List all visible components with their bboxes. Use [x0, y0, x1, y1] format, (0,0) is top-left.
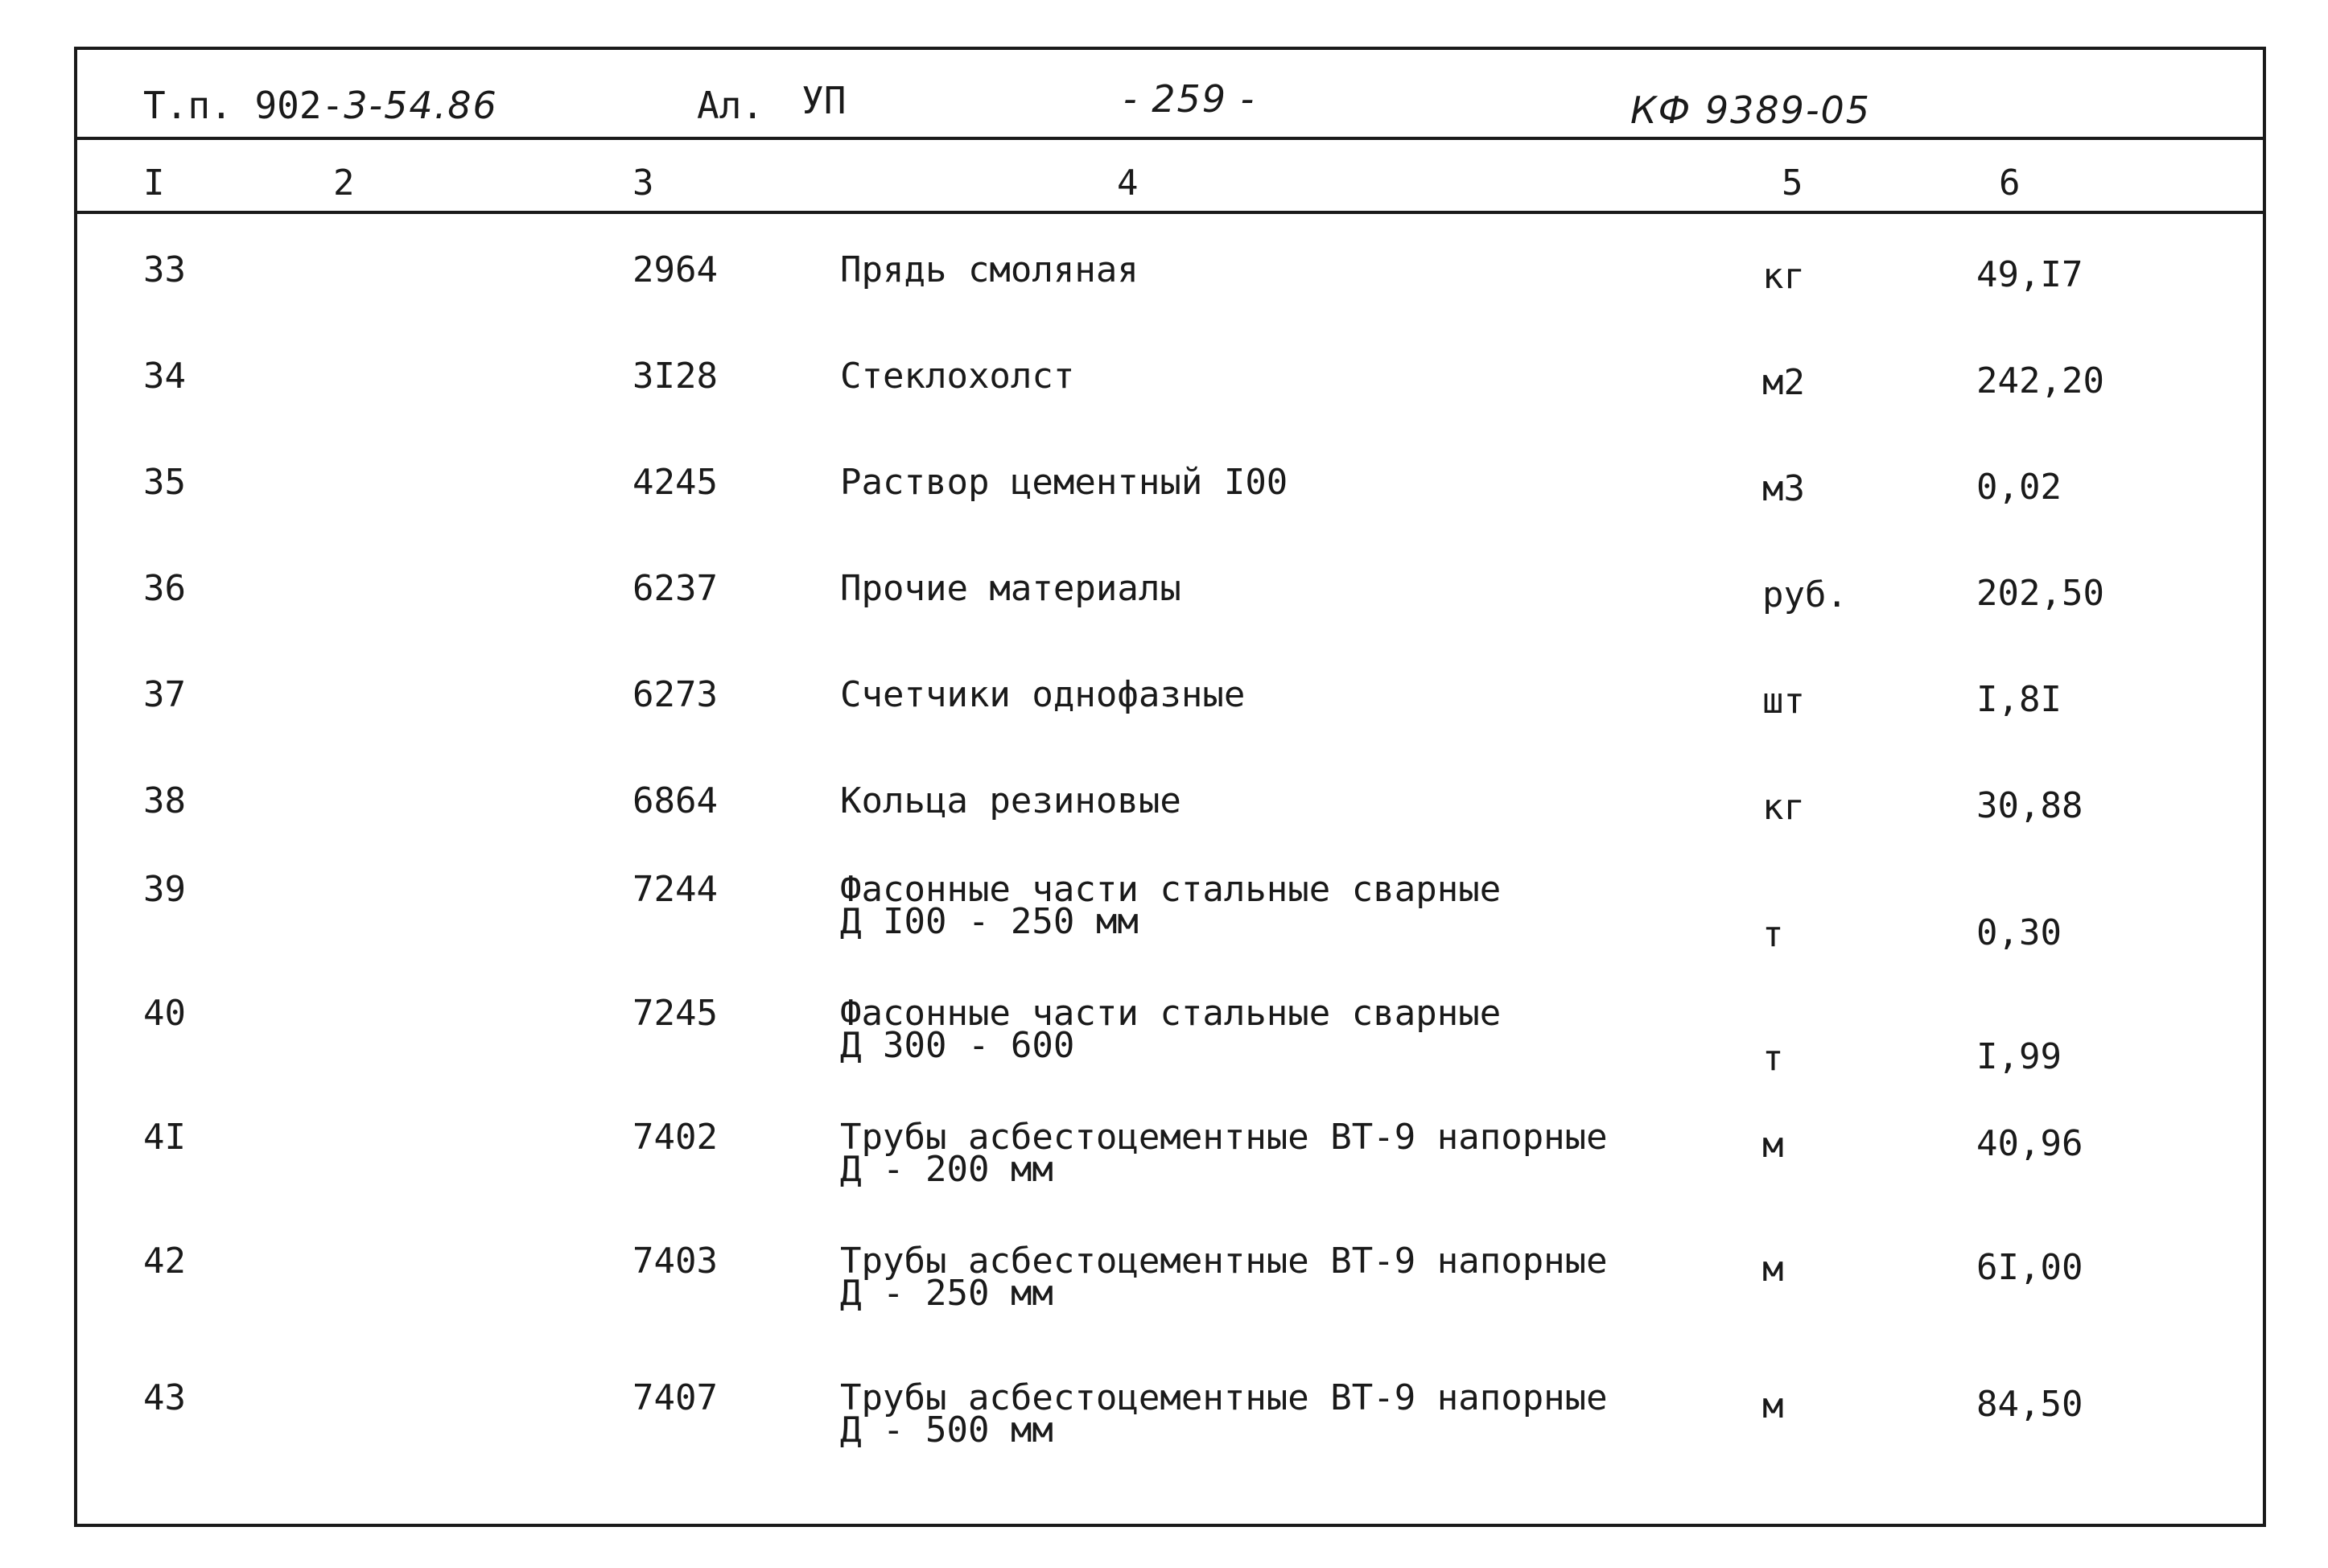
row-quantity: 0,30 — [1976, 912, 2062, 953]
row-unit: м2 — [1762, 362, 1805, 403]
row-quantity: 30,88 — [1976, 785, 2083, 826]
column-number-2: 2 — [333, 163, 355, 204]
row-name — [840, 356, 1075, 397]
row-number: 39 — [143, 869, 186, 910]
row-code: 7407 — [632, 1377, 718, 1418]
row-code: 3I28 — [632, 356, 718, 397]
row-code: 6273 — [632, 674, 718, 715]
project-number — [143, 84, 498, 127]
row-name-line: Прядь смоляная — [840, 249, 1139, 290]
row-number: 35 — [143, 462, 186, 503]
column-number-4: 4 — [1117, 163, 1139, 204]
row-quantity: I,99 — [1976, 1036, 2062, 1077]
project-handwritten: 3-54.86 — [344, 84, 498, 127]
row-name-line: Трубы асбестоцементные ВТ-9 напорные — [840, 1377, 1608, 1418]
row-number: 34 — [143, 356, 186, 397]
row-name — [840, 674, 1246, 715]
row-code: 7244 — [632, 869, 718, 910]
row-unit: м — [1762, 1125, 1784, 1166]
row-unit: руб. — [1762, 574, 1848, 615]
row-name-line: Д - 250 мм — [840, 1273, 1053, 1314]
column-number-1: I — [143, 163, 165, 204]
row-name — [840, 993, 1502, 1066]
row-code: 4245 — [632, 462, 718, 503]
row-quantity: 6I,00 — [1976, 1247, 2083, 1288]
row-number: 42 — [143, 1241, 186, 1282]
row-quantity: 0,02 — [1976, 467, 2062, 508]
row-name-line: Д - 500 мм — [840, 1410, 1053, 1451]
row-quantity: 40,96 — [1976, 1123, 2083, 1164]
row-name — [840, 462, 1288, 503]
row-number: 33 — [143, 249, 186, 290]
row-name-line: Д 300 - 600 — [840, 1025, 1075, 1066]
row-number: 37 — [143, 674, 186, 715]
row-name — [840, 1377, 1608, 1451]
row-quantity: 84,50 — [1976, 1384, 2083, 1425]
row-code: 6237 — [632, 568, 718, 609]
row-code: 2964 — [632, 249, 718, 290]
row-quantity: I,8I — [1976, 679, 2062, 720]
row-name-line: Трубы асбестоцементные ВТ-9 напорные — [840, 1241, 1608, 1282]
row-name-line: Стеклохолст — [840, 356, 1075, 397]
row-quantity: 49,I7 — [1976, 254, 2083, 295]
row-name — [840, 869, 1502, 942]
row-unit: т — [1762, 914, 1784, 955]
row-number: 40 — [143, 993, 186, 1034]
row-number: 38 — [143, 780, 186, 821]
row-unit: кг — [1762, 787, 1805, 828]
page-number: - 259 - — [1123, 77, 1256, 121]
row-name — [840, 568, 1181, 609]
row-unit: кг — [1762, 256, 1805, 297]
album-label: Ал. — [697, 84, 764, 127]
header-divider — [77, 137, 2263, 140]
document-code: КФ 9389-05 — [1630, 88, 1872, 132]
column-number-3: 3 — [632, 163, 654, 204]
column-number-5: 5 — [1782, 163, 1803, 204]
row-unit: м3 — [1762, 468, 1805, 509]
row-name-line: Д I00 - 250 мм — [840, 901, 1139, 942]
row-unit: шт — [1762, 681, 1805, 722]
row-name-line: Фасонные части стальные сварные — [840, 869, 1502, 910]
row-number: 43 — [143, 1377, 186, 1418]
column-number-6: 6 — [1999, 163, 2021, 204]
row-name-line: Раствор цементный I00 — [840, 462, 1288, 503]
row-number: 36 — [143, 568, 186, 609]
row-quantity: 242,20 — [1976, 360, 2104, 401]
row-name-line: Трубы асбестоцементные ВТ-9 напорные — [840, 1117, 1608, 1158]
row-unit: т — [1762, 1038, 1784, 1079]
row-name-line: Кольца резиновые — [840, 780, 1181, 821]
row-name-line: Д - 200 мм — [840, 1149, 1053, 1190]
row-name — [840, 1241, 1608, 1314]
row-unit: м — [1762, 1249, 1784, 1290]
album-value: УП — [801, 79, 847, 122]
row-name-line: Фасонные части стальные сварные — [840, 993, 1502, 1034]
row-code: 6864 — [632, 780, 718, 821]
row-code: 7403 — [632, 1241, 718, 1282]
row-code: 7245 — [632, 993, 718, 1034]
row-code: 7402 — [632, 1117, 718, 1158]
row-unit: м — [1762, 1385, 1784, 1426]
row-name-line: Счетчики однофазные — [840, 674, 1246, 715]
column-header-divider — [77, 211, 2263, 214]
row-name — [840, 780, 1181, 821]
row-name — [840, 1117, 1608, 1190]
row-quantity: 202,50 — [1976, 573, 2104, 614]
document-sheet — [74, 47, 2266, 1527]
project-prefix: Т.п. 902- — [143, 84, 344, 127]
row-name — [840, 249, 1139, 290]
row-name-line: Прочие материалы — [840, 568, 1181, 609]
row-number: 4I — [143, 1117, 186, 1158]
